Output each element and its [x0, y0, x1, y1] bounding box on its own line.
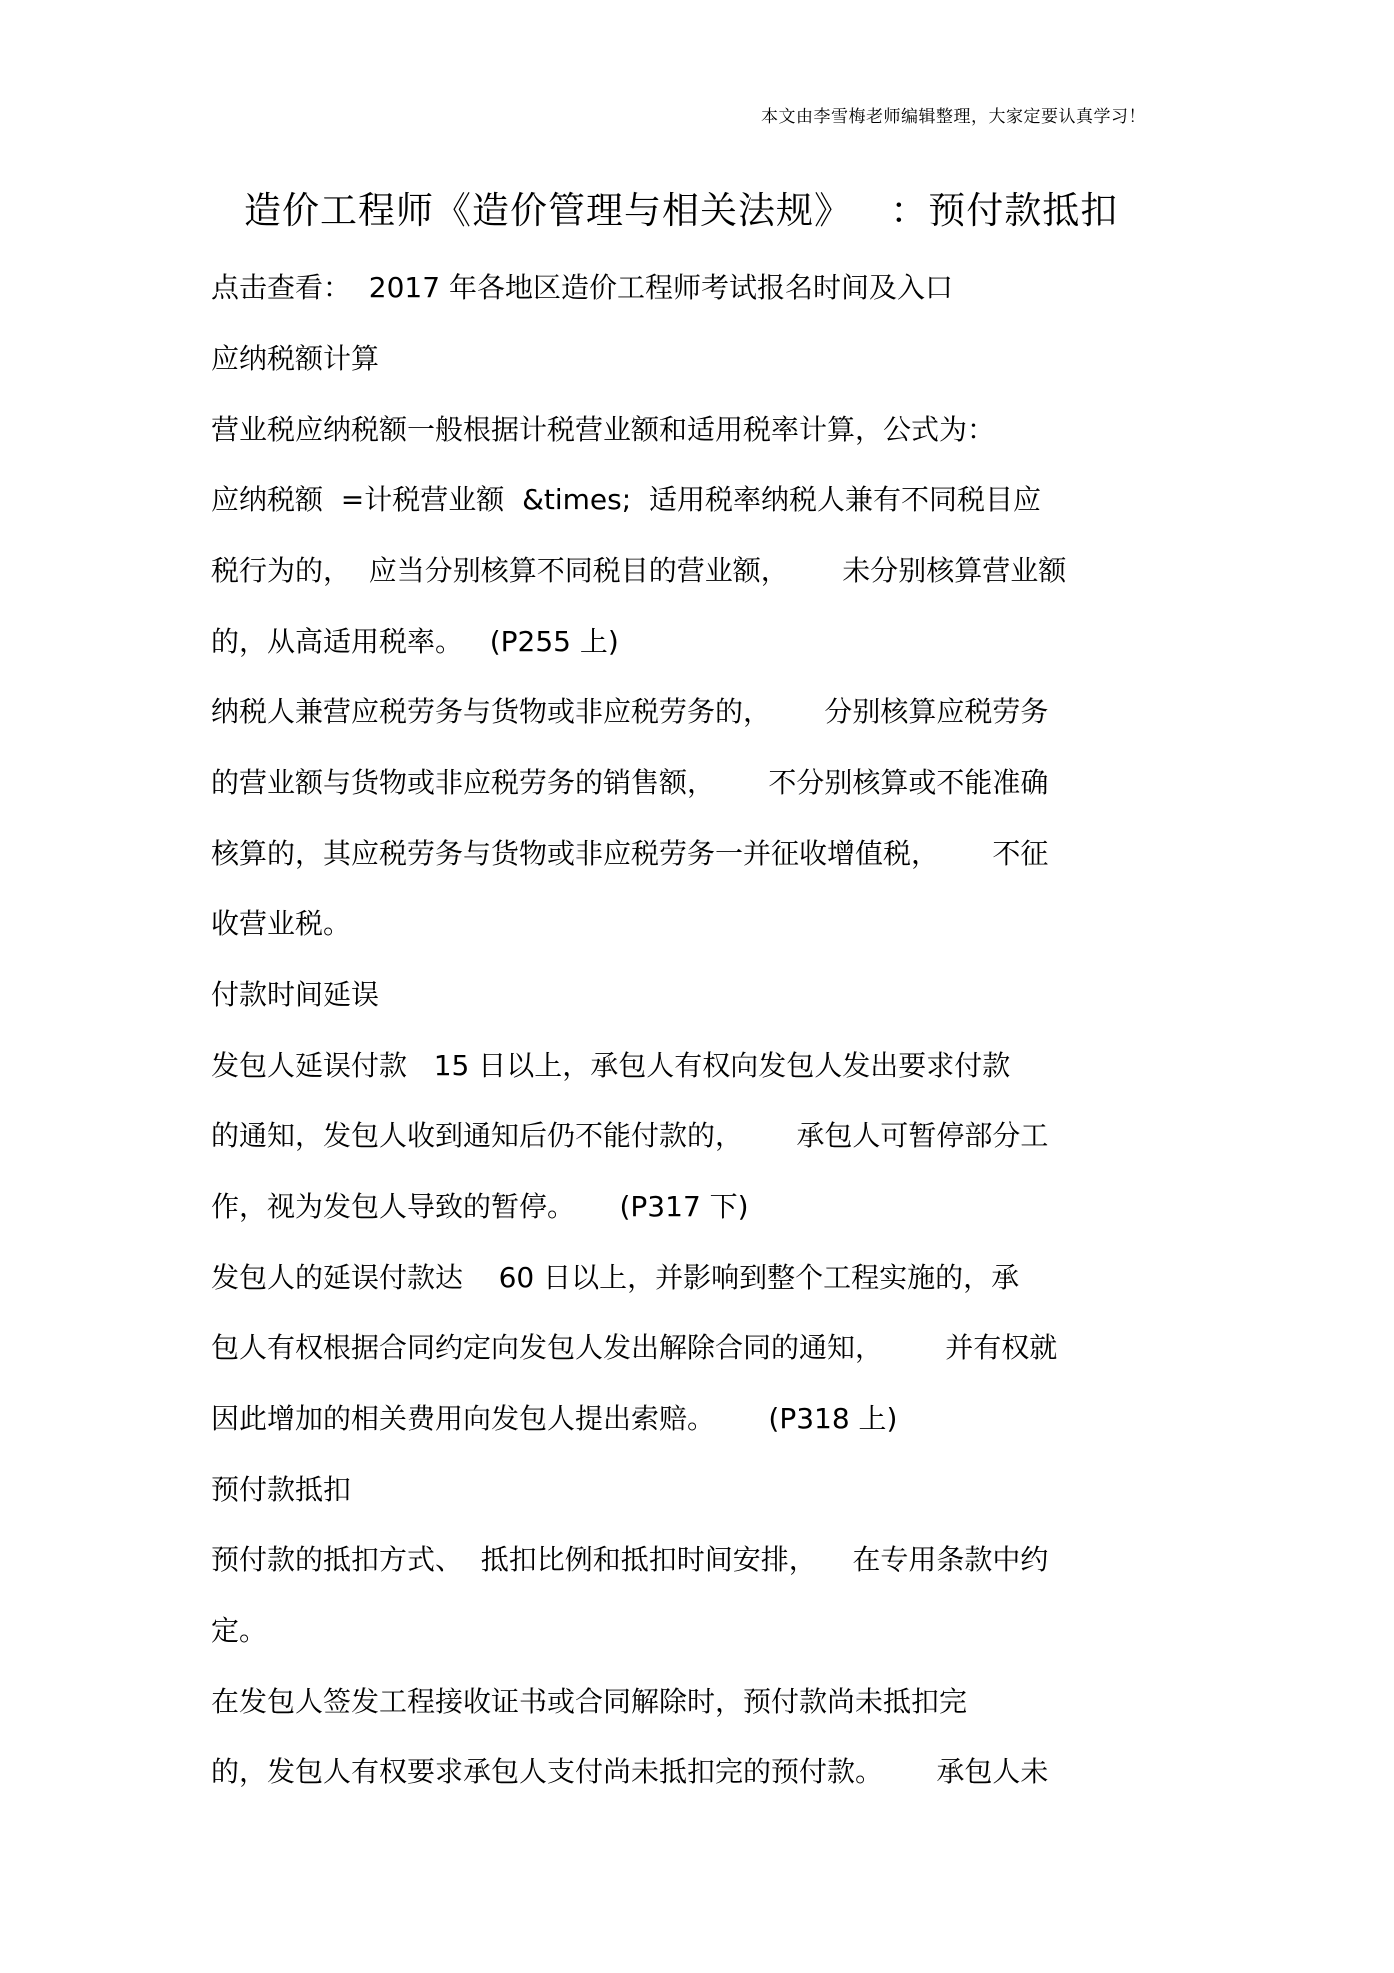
body-line: 因此增加的相关费用向发包人提出索赔。 (P318 上) [211, 1402, 898, 1435]
page-title: 造价工程师《造价管理与相关法规》 ：预付款抵扣 [244, 189, 1119, 232]
body-line: 的通知，发包人收到通知后仍不能付款的， 承包人可暂停部分工 [211, 1119, 1049, 1152]
header-note: 本文由李雪梅老师编辑整理，大家定要认真学习！ [761, 107, 1146, 127]
body-line: 的，发包人有权要求承包人支付尚未抵扣完的预付款。 承包人未 [211, 1755, 1049, 1788]
body-line: 定。 [211, 1614, 268, 1647]
section-heading: 预付款抵扣 [211, 1473, 352, 1506]
body-line: 税行为的， 应当分别核算不同税目的营业额， 未分别核算营业额 [211, 554, 1067, 587]
body-line: 发包人延误付款 15 日以上，承包人有权向发包人发出要求付款 [211, 1049, 1011, 1082]
body-line: 应纳税额 =计税营业额 &times; 适用税率纳税人兼有不同税目应 [211, 483, 1041, 516]
body-line: 包人有权根据合同约定向发包人发出解除合同的通知， 并有权就 [211, 1331, 1058, 1364]
body-line: 的营业额与货物或非应税劳务的销售额， 不分别核算或不能准确 [211, 766, 1049, 799]
body-line: 发包人的延误付款达 60 日以上，并影响到整个工程实施的，承 [211, 1261, 1020, 1294]
section-heading: 应纳税额计算 [211, 342, 380, 375]
body-line: 的，从高适用税率。 (P255 上) [211, 625, 619, 658]
body-line: 收营业税。 [211, 907, 352, 940]
body-line: 核算的，其应税劳务与货物或非应税劳务一并征收增值税， 不征 [211, 837, 1049, 870]
body-line: 预付款的抵扣方式、 抵扣比例和抵扣时间安排， 在专用条款中约 [211, 1543, 1049, 1576]
body-line: 营业税应纳税额一般根据计税营业额和适用税率计算，公式为： [211, 413, 996, 446]
body-line: 在发包人签发工程接收证书或合同解除时，预付款尚未抵扣完 [211, 1685, 968, 1718]
body-line: 作，视为发包人导致的暂停。 (P317 下) [211, 1190, 749, 1223]
section-heading: 付款时间延误 [211, 978, 380, 1011]
body-line: 纳税人兼营应税劳务与货物或非应税劳务的， 分别核算应税劳务 [211, 695, 1049, 728]
body-line: 点击查看： 2017 年各地区造价工程师考试报名时间及入口 [211, 271, 953, 304]
